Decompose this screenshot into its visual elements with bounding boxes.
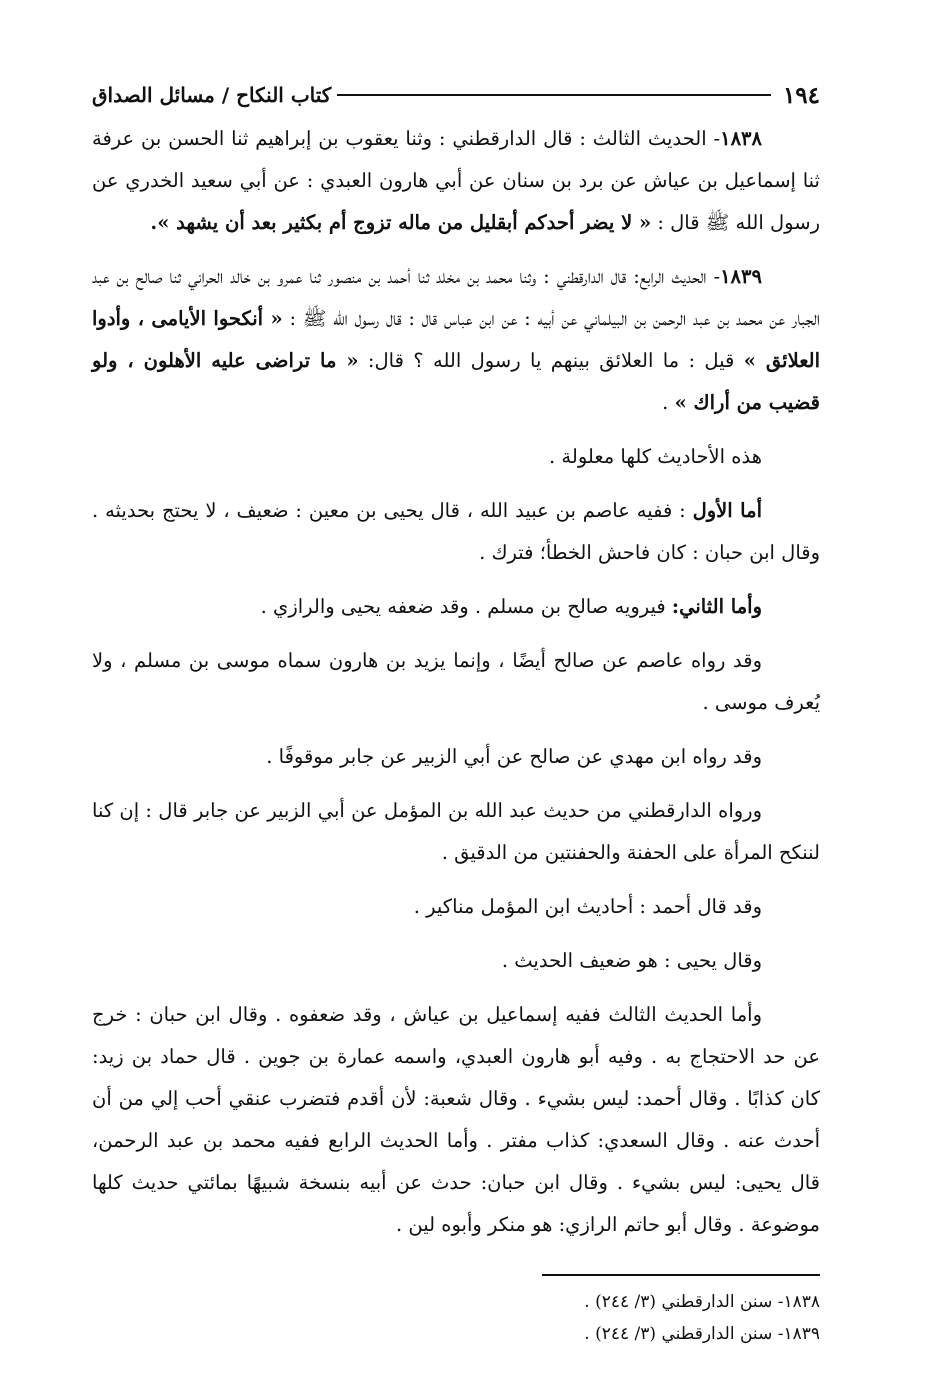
first-text: : ففيه عاصم بن عبيد الله ، قال يحيى بن معين : ضعيف ، لا يحتج بحديثه . وقال ابن حبان : كان فاحش الخطأ؛ فترك . bbox=[92, 499, 820, 564]
intro-paragraph: هذه الأحاديث كلها معلولة . bbox=[549, 445, 762, 468]
footnote: ١٨٣٩- سنن الدارقطني (٣/ ٢٤٤) . bbox=[584, 1324, 820, 1344]
hadith-label: - الحديث الثالث : bbox=[572, 127, 721, 150]
second-paragraph bbox=[92, 586, 820, 628]
third-paragraph: وأما الحديث الثالث ففيه إسماعيل بن عياش ، وقد ضعفوه . وقال ابن حبان : خرج عن حد الاحتجاج به . وفيه أبو هارون العبدي، واسمه عمارة بن جوين . قال حماد بن زيد: كان كذابًا . وقال أحمد: ليس بشيء . وقال شعبة: لأن أقدم فتضرب عنقي أحب إلي من أن أحدث عنه . وقال السعدي: كذاب مفتر . وأما الحديث الرابع ففيه محمد بن عبد الرحمن، قال يحيى: ليس بشيء . وقال ابن حبان: حدث عن أبيه بنسخة شبيهًا بمائتي حديث كلها موضوعة . وقال أبو حاتم الرازي: هو منكر وأبوه لين . bbox=[92, 1003, 820, 1236]
ahmad-paragraph: وقد قال أحمد : أحاديث ابن المؤمل مناكير . bbox=[413, 895, 762, 918]
running-header bbox=[92, 78, 820, 112]
asim-paragraph: وقد رواه عاصم عن صالح أيضًا ، وإنما يزيد بن هارون سماه موسى بن مسلم ، ولا يُعرف موسى . bbox=[92, 649, 820, 714]
second-text: فيرويه صالح بن مسلم . وقد ضعفه يحيى والرازي . bbox=[260, 595, 672, 618]
hadith-1839 bbox=[92, 256, 820, 424]
first-label: أما الأول bbox=[692, 499, 762, 522]
hadith-number: ١٨٣٩ bbox=[720, 265, 762, 288]
footnotes bbox=[320, 1286, 820, 1350]
hadith-quote: « ما تراضى عليه الأهلون ، ولو قضيب من أراك » bbox=[92, 349, 820, 414]
hadith-quote: « أنكحوا الأيامى ، وأدوا العلائق » bbox=[92, 307, 820, 372]
hadith-end: . bbox=[662, 391, 675, 414]
hadith-chain: قال الدارقطني : وثنا محمد بن مخلد ثنا أحمد بن منصور ثنا عمرو بن خالد الحراني ثنا صالح بن عبد الجبار عن محمد بن عبد الرحمن بن البيلماني عن أبيه : عن ابن عباس قال : قال رسول الله ﷺ : bbox=[92, 265, 820, 330]
main-text bbox=[92, 118, 820, 1246]
hadith-mid: قيل : ما العلائق بينهم يا رسول الله ؟ قال: bbox=[358, 349, 744, 372]
footnote-rule bbox=[542, 1274, 820, 1276]
header-rule bbox=[337, 94, 771, 96]
mahdi-paragraph: وقد رواه ابن مهدي عن صالح عن أبي الزبير عن جابر موقوفًا . bbox=[266, 745, 762, 768]
daraqutni-paragraph: ورواه الدارقطني من حديث عبد الله بن المؤمل عن أبي الزبير عن جابر قال : إن كنا لننكح المرأة على الحفنة والحفنتين من الدقيق . bbox=[92, 799, 820, 864]
first-paragraph bbox=[92, 490, 820, 574]
hadith-quote: « لا يضر أحدكم أبقليل من ماله تزوج أم بكثير بعد أن يشهد ». bbox=[150, 211, 652, 234]
yahya-paragraph: وقال يحيى : هو ضعيف الحديث . bbox=[501, 949, 762, 972]
hadith-chain: قال الدارقطني : وثنا يعقوب بن إبراهيم ثنا الحسن بن عرفة ثنا إسماعيل بن عياش عن برد بن سنان عن أبي هارون العبدي : عن أبي سعيد الخدري عن رسول الله ﷺ قال : bbox=[92, 127, 820, 234]
second-label: وأما الثاني: bbox=[671, 595, 762, 618]
chapter-title: كتاب النكاح / مسائل الصداق bbox=[92, 83, 332, 107]
hadith-number: ١٨٣٨ bbox=[720, 127, 762, 150]
hadith-1838 bbox=[92, 118, 820, 244]
footnote: ١٨٣٨- سنن الدارقطني (٣/ ٢٤٤) . bbox=[584, 1292, 820, 1312]
hadith-label: - الحديث الرابع: bbox=[626, 265, 721, 288]
page-number: ١٩٤ bbox=[782, 81, 820, 109]
